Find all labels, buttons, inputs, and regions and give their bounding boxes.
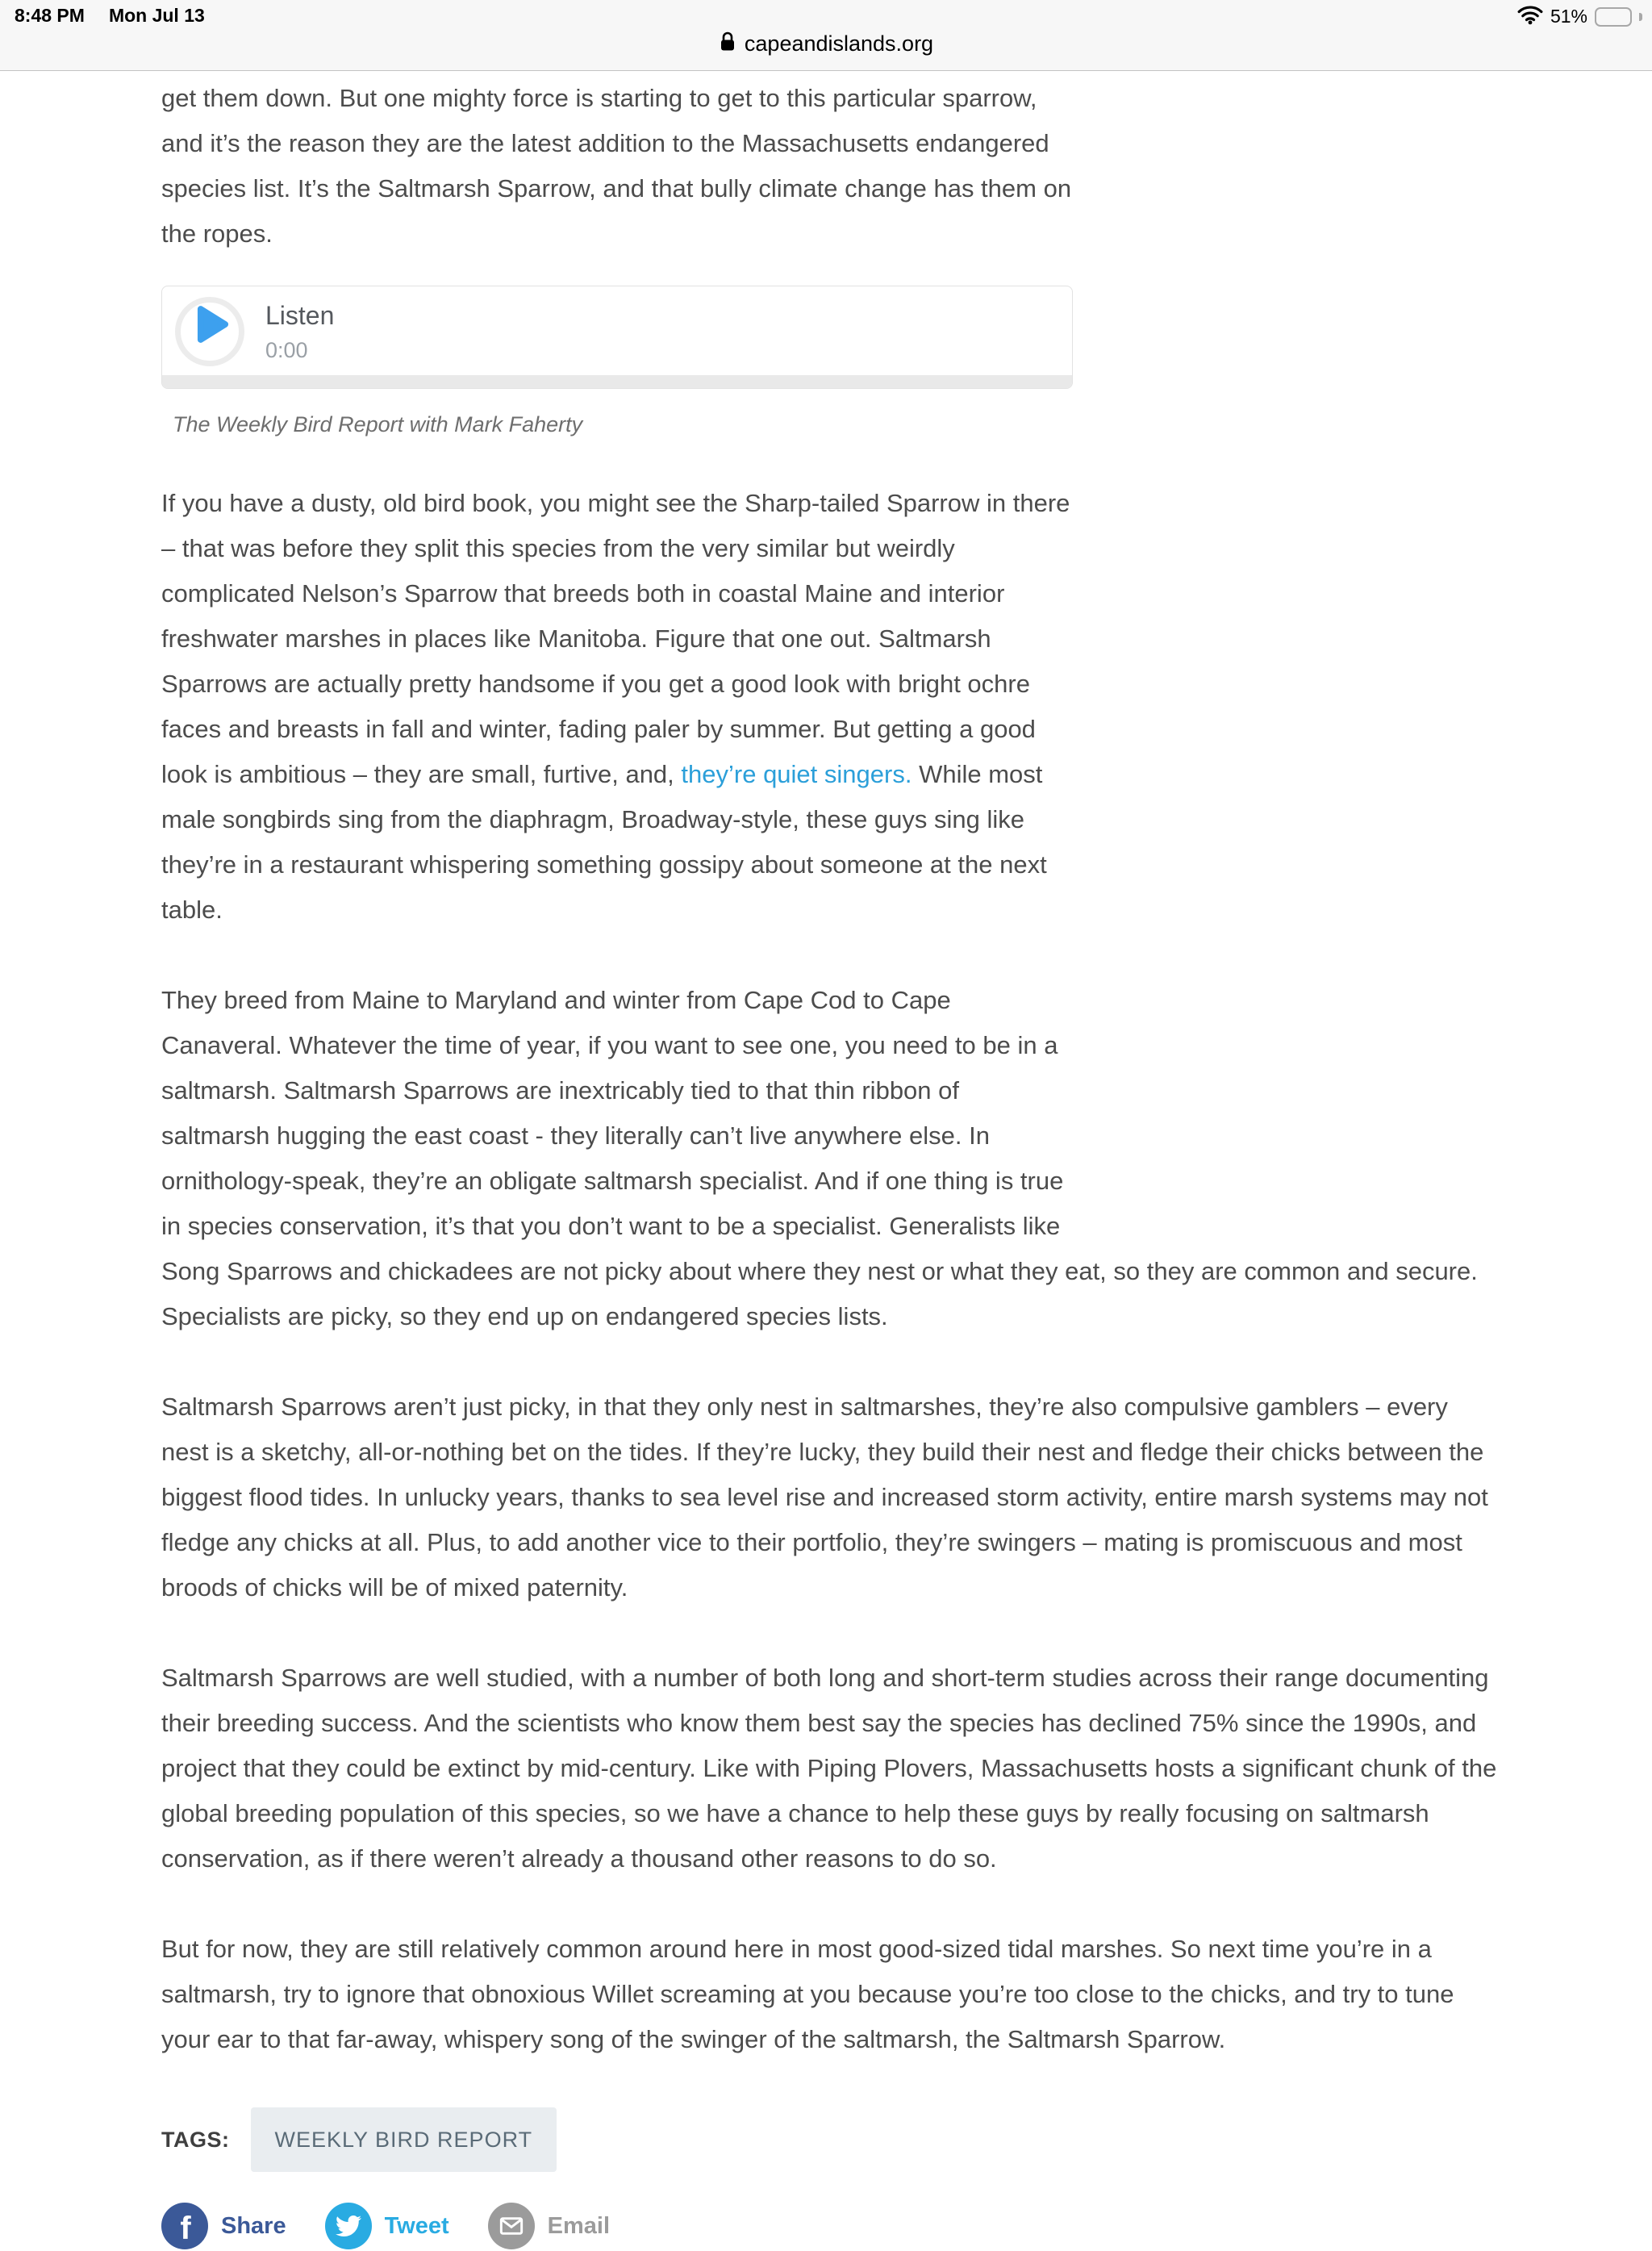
url-domain: capeandislands.org — [744, 31, 934, 56]
paragraph: But for now, they are still relatively common around here in most good-sized tidal marshes. So next time you’re in a saltmarsh, try to ignore that obnoxious Willet screaming at you because you’re too close to the chicks, and try to tune your ear to that far-away, whispery song of the swinger of the saltmarsh, the Saltmarsh Sparrow. — [161, 1935, 1454, 2053]
tags-row — [161, 2107, 1500, 2172]
email-icon — [488, 2203, 535, 2249]
twitter-icon — [325, 2203, 372, 2249]
wifi-icon — [1517, 5, 1543, 28]
audio-player — [161, 286, 1073, 389]
battery-icon — [1595, 7, 1632, 27]
paragraph: Saltmarsh Sparrows are well studied, with a number of both long and short-term studies across their range documenting their breeding success. And the scientists who know them best say the species has declined 75% since the 1990s, and project that they could be extinct by mid-century. Like with Piping Plovers, Massachusetts hosts a significant chunk of the global breeding population of this species, so we have a chance to help these guys by really focusing on saltmarsh conservation, as if there weren’t already a thousand other reasons to do so. — [161, 1664, 1497, 1873]
tags-label: TAGS: — [161, 2128, 230, 2152]
play-icon — [191, 305, 229, 358]
status-right — [1517, 5, 1642, 28]
share-facebook-button[interactable] — [161, 2203, 286, 2249]
listen-label: Listen — [265, 301, 335, 330]
facebook-icon: f — [161, 2203, 208, 2249]
audio-caption: The Weekly Bird Report with Mark Faherty — [173, 412, 583, 436]
play-button[interactable] — [175, 297, 244, 366]
share-email-label: Email — [547, 2213, 611, 2239]
quiet-singers-link[interactable]: they’re quiet singers. — [681, 760, 912, 788]
battery-nub — [1639, 13, 1642, 21]
audio-progress-track[interactable] — [162, 375, 1072, 388]
lock-icon — [719, 31, 736, 57]
clock-time: 8:48 PM — [15, 5, 85, 26]
share-email-button[interactable] — [488, 2203, 610, 2249]
paragraph-text: While most male songbirds sing from the diaphragm, Broadway-style, these guys sing like they’re in a restaurant whispering something gossipy about someone at the next table. — [161, 760, 1047, 924]
url-bar[interactable] — [0, 31, 1652, 57]
elapsed-time: 0:00 — [265, 338, 308, 362]
tag-weekly-bird-report[interactable]: WEEKLY BIRD REPORT — [251, 2107, 557, 2172]
share-row — [161, 2203, 1500, 2249]
paragraph: They breed from Maine to Maryland and winter from Cape Cod to Cape Canaveral. Whatever the time of year, if you want to see one, you need to be in a saltmarsh. Saltmarsh Sparrows are inextricably tied to that thin ribbon of saltmarsh hugging the east coast - they literally can’t live anywhere else. In ornithology-speak, they’re an obligate saltmarsh specialist. And if one thing is true in species conservation, it’s that you don’t want to be a specialist. Generalists like Song Sparrows and chickadees are not picky about where they nest or what they eat, so they are common and secure. Specialists are picky, so they end up on endangered species lists. — [161, 986, 1478, 1330]
status-left — [15, 5, 205, 27]
status-bar — [0, 0, 1652, 71]
share-twitter-label: Tweet — [384, 2213, 449, 2239]
paragraph: Saltmarsh Sparrows aren’t just picky, in that they only nest in saltmarshes, they’re also compulsive gamblers – every nest is a sketchy, all-or-nothing bet on the tides. If they’re lucky, they build their nest and fledge their chicks between the biggest flood tides. In unlucky years, thanks to sea level rise and increased storm activity, entire marsh systems may not fledge any chicks at all. Plus, to add another vice to their portfolio, they’re swingers – mating is promiscuous and most broods of chicks will be of mixed paternity. — [161, 1393, 1488, 1602]
clock-date: Mon Jul 13 — [108, 5, 205, 26]
paragraph: get them down. But one mighty force is starting to get to this particular sparrow, and it’s the reason they are the latest addition to the Massachusetts endangered species list. It’s the Saltmarsh Sparrow, and that bully climate change has them on the ropes. — [161, 84, 1072, 248]
article-body — [161, 71, 1500, 2249]
share-twitter-button[interactable] — [325, 2203, 449, 2249]
paragraph-text: If you have a dusty, old bird book, you might see the Sharp-tailed Sparrow in there – that was before they split this species from the very similar but weirdly complicated Nelson’s Sparrow that breeds both in coastal Maine and interior freshwater marshes in places like Manitoba. Figure that one out. Saltmarsh Sparrows are actually pretty handsome if you get a good look with bright ochre faces and breasts in fall and winter, fading paler by summer. But getting a good look is ambitious – they are small, furtive, and, — [161, 489, 1070, 788]
layout-spacer — [1073, 76, 1500, 1230]
battery-percent: 51% — [1550, 6, 1587, 27]
share-facebook-label: Share — [221, 2213, 286, 2239]
